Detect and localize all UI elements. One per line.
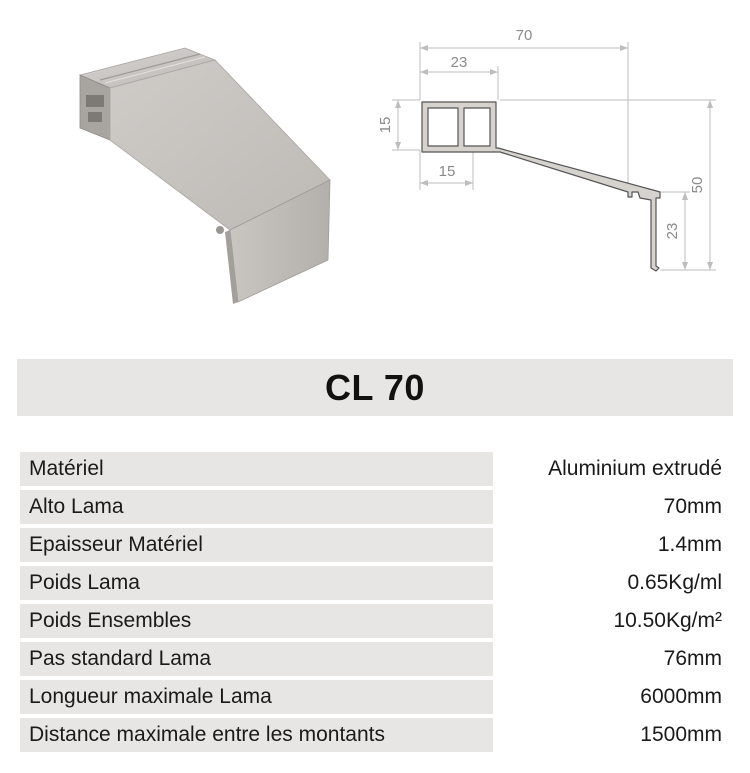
spec-row-height — [20, 490, 734, 528]
spec-label: Pas standard Lama — [20, 642, 493, 676]
spec-row-max-length — [20, 680, 734, 718]
spec-value: 6000mm — [640, 685, 722, 708]
spec-label: Matériel — [20, 452, 493, 486]
product-title-band — [17, 359, 733, 416]
spec-row-assembly-weight — [20, 604, 734, 642]
spec-label: Alto Lama — [20, 490, 493, 524]
dim-total-width-label: 70 — [515, 27, 533, 44]
spec-label: Poids Ensembles — [20, 604, 493, 638]
spec-row-max-span — [20, 718, 734, 756]
spec-value: 1.4mm — [657, 533, 722, 556]
dim-base-width-label: 15 — [438, 163, 456, 180]
spec-value: 10.50Kg/m² — [613, 609, 722, 632]
spec-value: 1500mm — [640, 723, 722, 746]
dim-total-height-label: 50 — [689, 176, 706, 194]
spec-label: Epaisseur Matériel — [20, 528, 493, 562]
spec-label: Distance maximale entre les montants — [20, 718, 493, 752]
dim-lip-height-label: 23 — [664, 222, 681, 240]
spec-label: Longueur maximale Lama — [20, 680, 493, 714]
spec-row-weight — [20, 566, 734, 604]
spec-value: 0.65Kg/ml — [627, 571, 722, 594]
spec-value: Aluminium extrudé — [548, 457, 722, 480]
spec-row-pitch — [20, 642, 734, 680]
profile-3d-illustration — [70, 40, 340, 310]
spec-table — [20, 452, 734, 756]
spec-value: 76mm — [663, 647, 722, 670]
product-title: CL 70 — [325, 366, 425, 408]
spec-row-material — [20, 452, 734, 490]
dim-channel-height-label: 15 — [377, 116, 394, 134]
spec-label: Poids Lama — [20, 566, 493, 600]
dim-channel-width-label: 23 — [450, 54, 468, 71]
spec-value: 70mm — [663, 495, 722, 518]
profile-section-drawing — [370, 20, 730, 290]
spec-row-thickness — [20, 528, 734, 566]
